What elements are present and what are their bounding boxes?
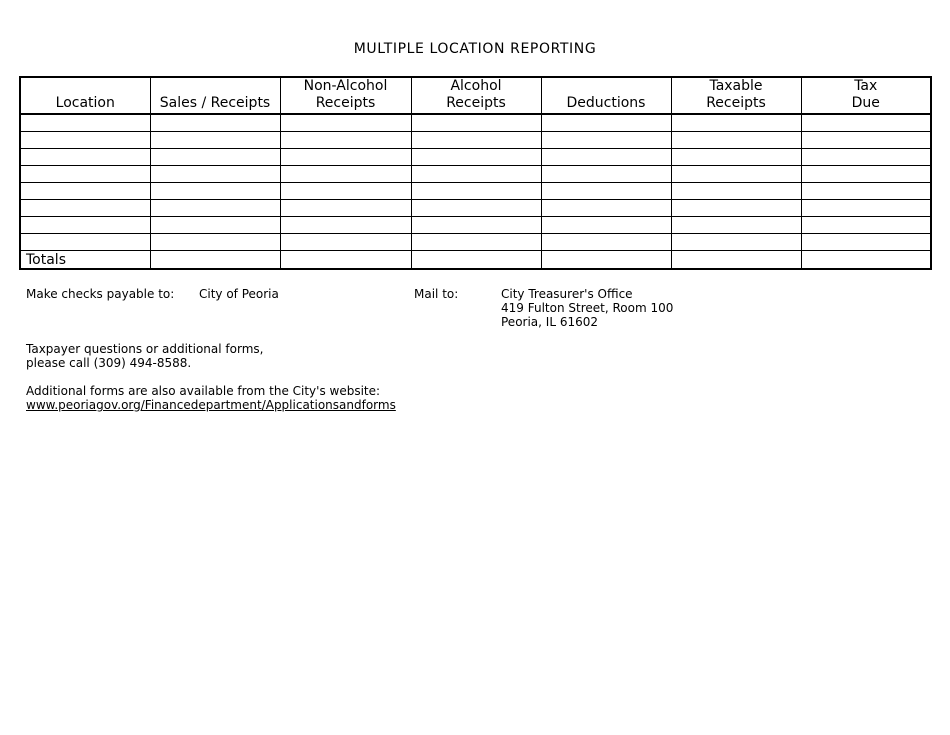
table-cell[interactable] xyxy=(541,132,671,149)
mail-address xyxy=(501,287,673,329)
column-header-sales-receipts: Sales / Receipts xyxy=(150,77,280,114)
table-cell[interactable] xyxy=(280,183,411,200)
table-cell[interactable] xyxy=(801,200,931,217)
table-cell[interactable] xyxy=(280,166,411,183)
website-note xyxy=(26,384,396,412)
column-header-tax-due: Tax Due xyxy=(801,77,931,114)
totals-cell[interactable] xyxy=(150,251,280,270)
table-cell[interactable] xyxy=(671,234,801,251)
table-cell[interactable] xyxy=(671,114,801,132)
table-row xyxy=(20,183,931,200)
table-cell[interactable] xyxy=(411,149,541,166)
mail-address-line: Peoria, IL 61602 xyxy=(501,315,598,329)
column-header-deductions: Deductions xyxy=(541,77,671,114)
totals-cell[interactable] xyxy=(801,251,931,270)
mail-label: Mail to: xyxy=(414,287,459,301)
table-cell[interactable] xyxy=(280,200,411,217)
table-cell[interactable] xyxy=(541,217,671,234)
table-cell[interactable] xyxy=(150,234,280,251)
table-row xyxy=(20,149,931,166)
table-cell[interactable] xyxy=(150,114,280,132)
table-cell[interactable] xyxy=(411,234,541,251)
table-cell[interactable] xyxy=(541,200,671,217)
mail-address-line: City Treasurer's Office xyxy=(501,287,633,301)
table-row xyxy=(20,217,931,234)
table-cell[interactable] xyxy=(150,132,280,149)
table-cell[interactable] xyxy=(20,132,150,149)
table-cell[interactable] xyxy=(801,183,931,200)
table-cell[interactable] xyxy=(541,234,671,251)
table-cell[interactable] xyxy=(411,132,541,149)
table-cell[interactable] xyxy=(20,149,150,166)
table-row xyxy=(20,200,931,217)
table-cell[interactable] xyxy=(411,183,541,200)
location-reporting-table xyxy=(19,76,932,270)
table-cell[interactable] xyxy=(280,114,411,132)
table-row xyxy=(20,234,931,251)
column-header-location: Location xyxy=(20,77,150,114)
table-cell[interactable] xyxy=(280,149,411,166)
website-link[interactable]: www.peoriagov.org/Financedepartment/Applicationsandforms xyxy=(26,398,396,412)
table-cell[interactable] xyxy=(280,217,411,234)
table-cell[interactable] xyxy=(671,149,801,166)
table-cell[interactable] xyxy=(801,132,931,149)
mail-address-line: 419 Fulton Street, Room 100 xyxy=(501,301,674,315)
table-cell[interactable] xyxy=(801,234,931,251)
table-cell[interactable] xyxy=(541,114,671,132)
table-cell[interactable] xyxy=(411,114,541,132)
questions-line: Taxpayer questions or additional forms, xyxy=(26,342,264,356)
table-cell[interactable] xyxy=(20,234,150,251)
totals-cell[interactable] xyxy=(280,251,411,270)
questions-line: please call (309) 494-8588. xyxy=(26,356,192,370)
table-cell[interactable] xyxy=(801,166,931,183)
questions-note xyxy=(26,342,263,370)
table-cell[interactable] xyxy=(280,234,411,251)
totals-row xyxy=(20,251,931,270)
column-header-non-alcohol-receipts: Non-Alcohol Receipts xyxy=(280,77,411,114)
table-cell[interactable] xyxy=(671,183,801,200)
totals-cell[interactable] xyxy=(411,251,541,270)
table-row xyxy=(20,132,931,149)
table-row xyxy=(20,166,931,183)
table-cell[interactable] xyxy=(411,200,541,217)
table-cell[interactable] xyxy=(20,166,150,183)
table-cell[interactable] xyxy=(150,217,280,234)
table-cell[interactable] xyxy=(20,200,150,217)
table-cell[interactable] xyxy=(801,114,931,132)
totals-cell[interactable] xyxy=(671,251,801,270)
table-cell[interactable] xyxy=(20,183,150,200)
payable-label: Make checks payable to: xyxy=(26,287,175,301)
table-cell[interactable] xyxy=(671,132,801,149)
table-cell[interactable] xyxy=(20,217,150,234)
table-cell[interactable] xyxy=(411,217,541,234)
payable-value: City of Peoria xyxy=(199,287,279,301)
table-cell[interactable] xyxy=(801,149,931,166)
totals-cell[interactable] xyxy=(541,251,671,270)
table-cell[interactable] xyxy=(541,166,671,183)
table-cell[interactable] xyxy=(20,114,150,132)
website-line: Additional forms are also available from the City's website: xyxy=(26,384,381,398)
table-cell[interactable] xyxy=(150,200,280,217)
table-cell[interactable] xyxy=(671,217,801,234)
header-row xyxy=(20,77,931,114)
form-title: MULTIPLE LOCATION REPORTING xyxy=(353,41,597,57)
table-cell[interactable] xyxy=(150,149,280,166)
column-header-taxable-receipts: Taxable Receipts xyxy=(671,77,801,114)
table-cell[interactable] xyxy=(150,166,280,183)
table-cell[interactable] xyxy=(150,183,280,200)
column-header-alcohol-receipts: Alcohol Receipts xyxy=(411,77,541,114)
table-cell[interactable] xyxy=(541,149,671,166)
table-cell[interactable] xyxy=(671,200,801,217)
table-cell[interactable] xyxy=(280,132,411,149)
table-cell[interactable] xyxy=(801,217,931,234)
table-cell[interactable] xyxy=(671,166,801,183)
table-cell[interactable] xyxy=(541,183,671,200)
totals-label: Totals xyxy=(20,251,150,270)
table-cell[interactable] xyxy=(411,166,541,183)
table-row xyxy=(20,114,931,132)
